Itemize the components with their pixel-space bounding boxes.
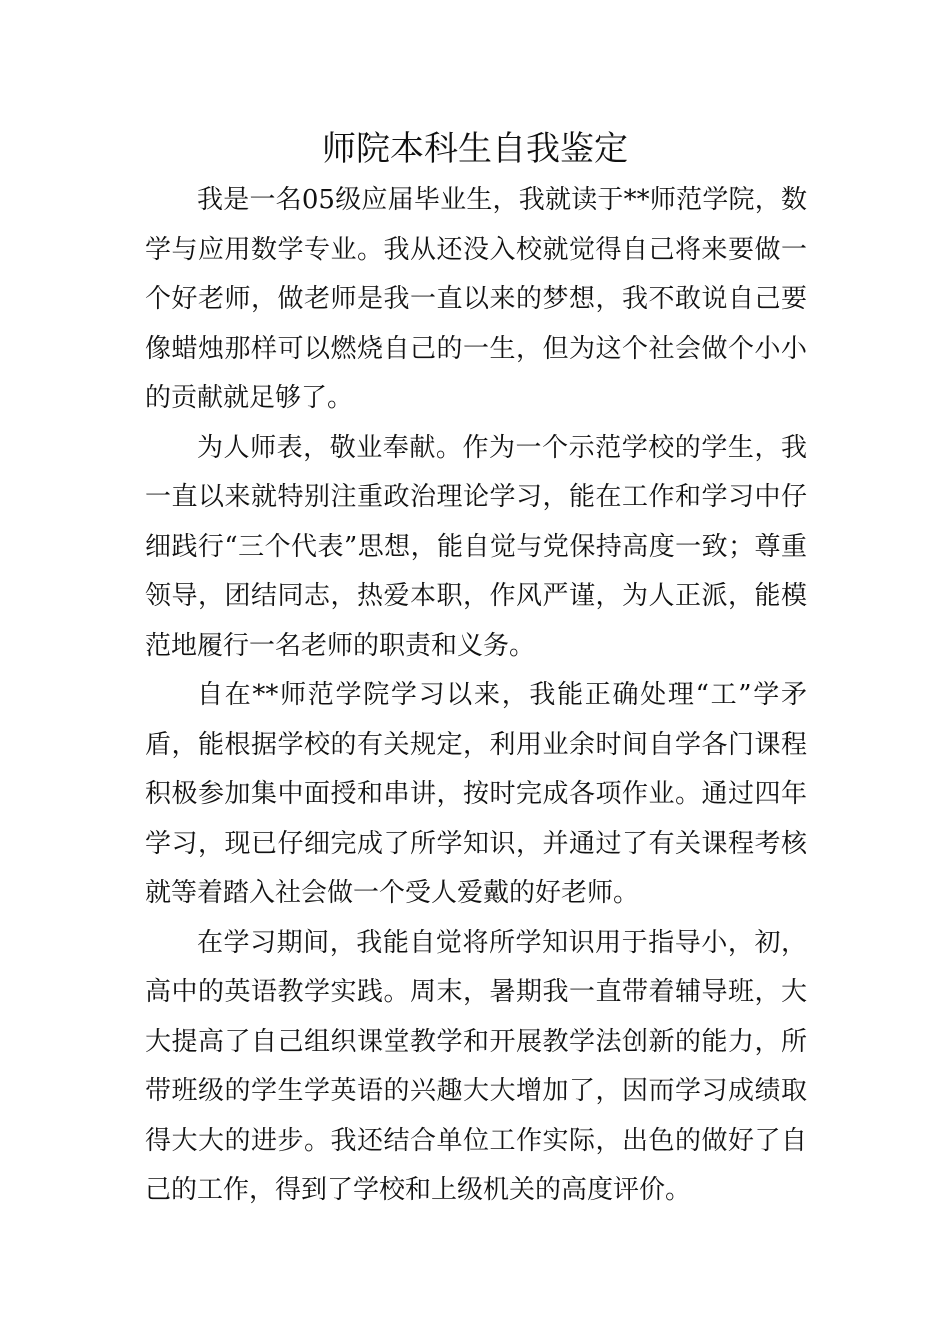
document-title: 师院本科生自我鉴定 xyxy=(322,129,628,169)
paragraph-2: 为人师表，敬业奉献。作为一个示范学校的学生，我一直以来就特别注重政治理论学习，能在工作和学习中仔细践行“三个代表”思想，能自觉与党保持高度一致；尊重领导，团结同志，热爱本职，作风严谨，为人正派，能模范地履行一名老师的职责和义务。 xyxy=(145,432,807,661)
paragraph-4: 在学习期间，我能自觉将所学知识用于指导小，初，高中的英语教学实践。周末，暑期我一直带着辅导班，大大提高了自己组织课堂教学和开展教学法创新的能力，所带班级的学生学英语的兴趣大大增加了，因而学习成绩取得大大的进步。我还结合单位工作实际，出色的做好了自己的工作，得到了学校和上级机关的高度评价。 xyxy=(145,927,807,1205)
paragraph-1: 我是一名05级应届毕业生，我就读于**师范学院，数学与应用数学专业。我从还没入校就觉得自己将来要做一个好老师，做老师是我一直以来的梦想，我不敢说自己要像蜡烛那样可以燃烧自己的一生，但为这个社会做个小小的贡献就足够了。 xyxy=(145,185,807,413)
document-body xyxy=(145,176,807,1216)
paragraph-3: 自在**师范学院学习以来，我能正确处理“工”学矛盾，能根据学校的有关规定，利用业余时间自学各门课程积极参加集中面授和串讲，按时完成各项作业。通过四年学习，现已仔细完成了所学知识，并通过了有关课程考核就等着踏入社会做一个受人爱戴的好老师。 xyxy=(145,680,807,908)
